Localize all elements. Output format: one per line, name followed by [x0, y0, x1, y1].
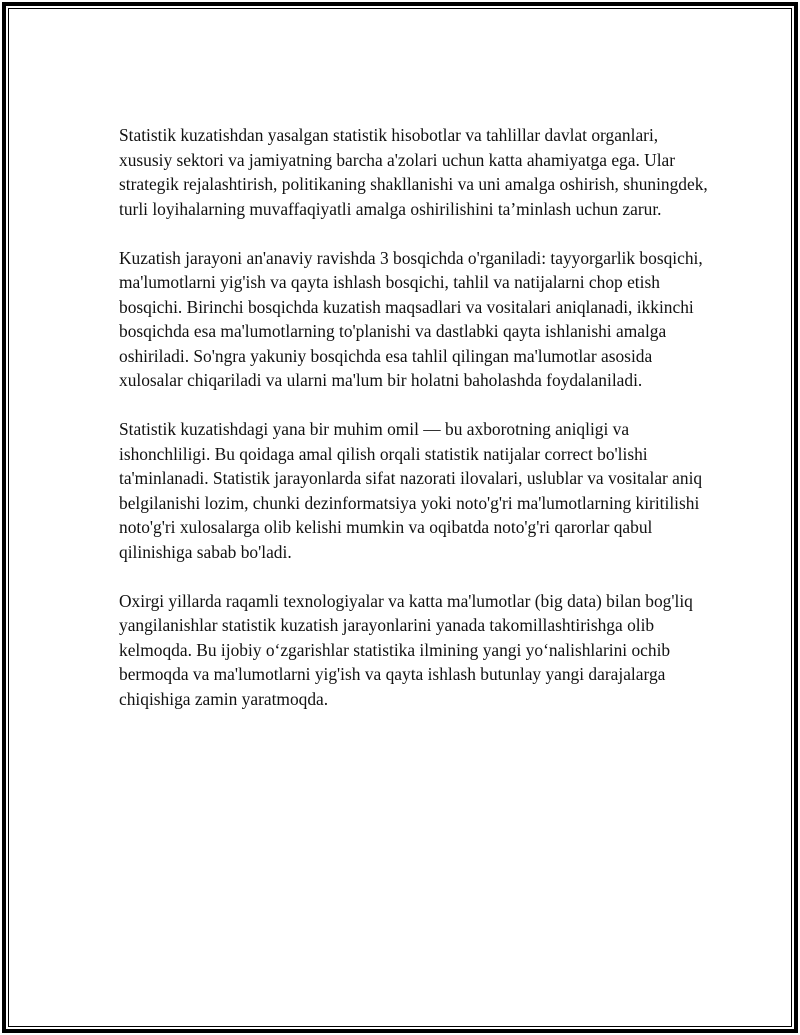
document-body	[119, 123, 709, 736]
paragraph-observation-stages: Kuzatish jarayoni an'anaviy ravishda 3 bosqichda o'rganiladi: tayyorgarlik bosqichi, ma'lumotlarni yig'ish va qayta ishlash bosqichi, tahlil va natijalarni chop etish bosqichi. Birinchi bosqichda kuzatish maqsadlari va vositalari aniqlanadi, ikkinchi bosqichda esa ma'lumotlarning to'planishi va dastlabki qayta ishlanishi amalga oshiriladi. So'ngra yakuniy bosqichda esa tahlil qilingan ma'lumotlar asosida xulosalar chiqariladi va ularni ma'lum bir holatni baholashda foydalaniladi.	[119, 247, 703, 390]
page-border-frame	[2, 2, 798, 1033]
paragraph-statistical-reports: Statistik kuzatishdan yasalgan statistik hisobotlar va tahlillar davlat organlari, xususiy sektori va jamiyatning barcha a'zolari uchun katta ahamiyatga ega. Ular strategik rejalashtirish, politikaning shakllanishi va uni amalga oshirish, shuningdek, turli loyihalarning muvaffaqiyatli amalga oshirilishini ta’minlash uchun zarur.	[119, 125, 708, 219]
paragraph-digital-technologies: Oxirgi yillarda raqamli texnologiyalar va katta ma'lumotlar (big data) bilan bog'liq yangilanishlar statistik kuzatish jarayonlarini yanada takomillashtirishga olib kelmoqda. Bu ijobiy o‘zgarishlar statistika ilmining yangi yo‘nalishlarini ochib bermoqda va ma'lumotlarni yig'ish va qayta ishlash butunlay yangi darajalarga chiqishiga zamin yaratmoqda.	[119, 590, 693, 709]
paragraph-data-accuracy: Statistik kuzatishdagi yana bir muhim omil — bu axborotning aniqligi va ishonchliligi. Bu qoidaga amal qilish orqali statistik natijalar correct bo'lishi ta'minlanadi. Statistik jarayonlarda sifat nazorati ilovalari, uslublar va vositalar aniq belgilanishi lozim, chunki dezinformatsiya yoki noto'g'ri ma'lumotlarning kiritilishi noto'g'ri xulosalarga olib kelishi mumkin va oqibatda noto'g'ri qarorlar qabul qilinishiga sabab bo'ladi.	[119, 419, 703, 562]
